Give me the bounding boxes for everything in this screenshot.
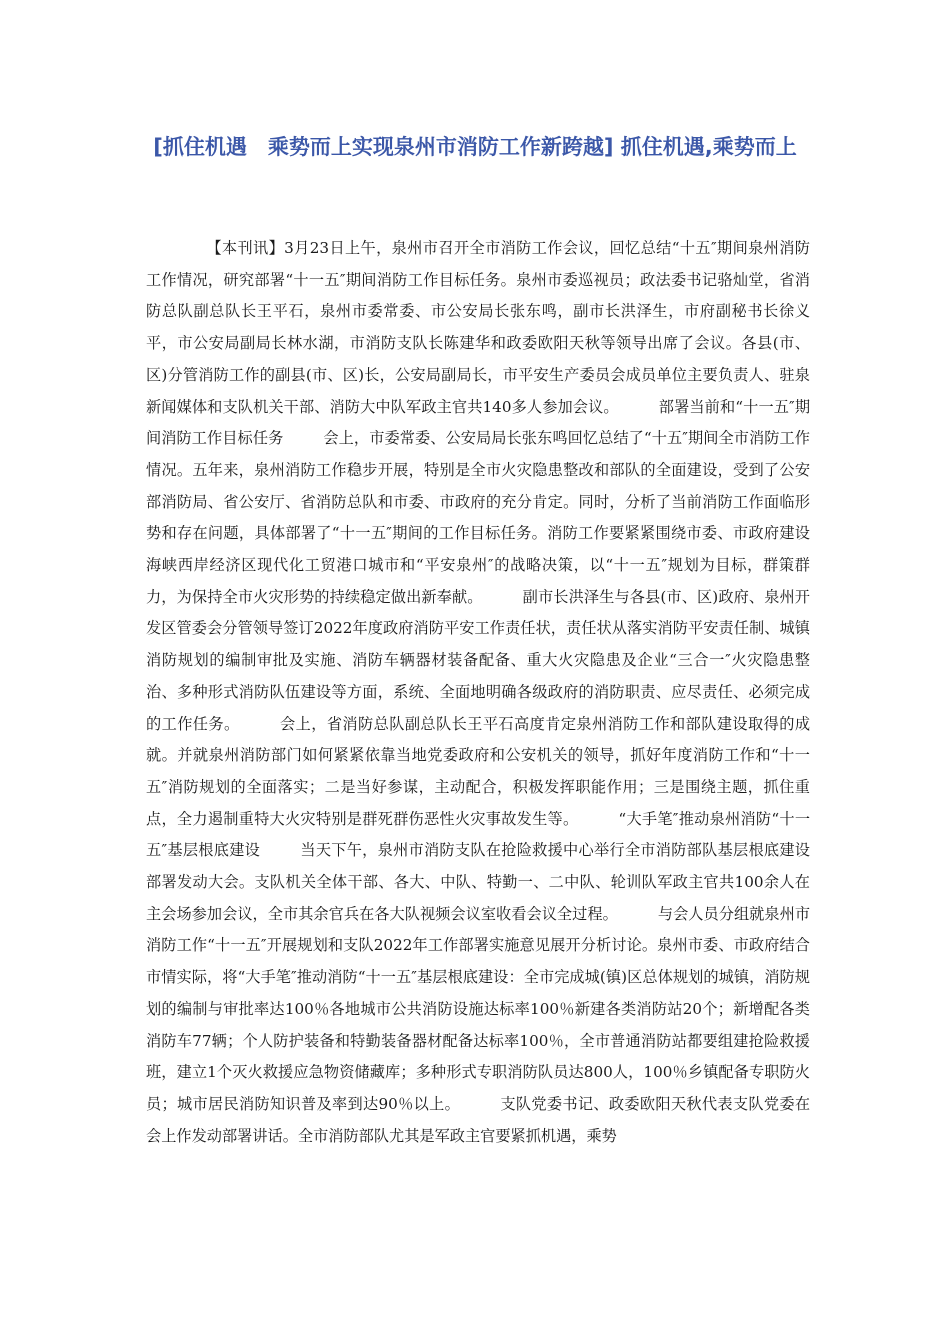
text-segment: 副市长洪泽生与各县(市、区)政府、泉州开发区管委会分管领导签订2022年度政府消防平安工作责任状，责任状从落实消防平安责任制、城镇消防规划的编制审批及实施、消防车辆器材装备配备、重大火灾隐患及企业“三合一″火灾隐患整治、多种形式消防队伍建设等方面，系统、全面地明确各级政府的消防职责、应尽责任、必须完成的工作任务。 xyxy=(146,587,810,733)
section-heading: 部署当前和“十一五″期间消防工作目标任务 xyxy=(146,397,811,448)
section-heading: “大手笔″推动泉州消防“十一五″基层根底建设 xyxy=(146,809,811,860)
text-segment: 支队党委书记、政委欧阳天秋代表支队党委在会上作发动部署讲话。全市消防部队尤其是军政主官要紧抓机遇，乘势 xyxy=(146,1094,811,1145)
text-segment: 会上，市委常委、公安局局长张东鸣回忆总结了“十五″期间全市消防工作情况。五年来，泉州消防工作稳步开展，特别是全市火灾隐患整改和部队的全面建设，受到了公安部消防局、省公安厅、省消防总队和市委、市政府的充分肯定。同时，分析了当前消防工作面临形势和存在问题，具体部署了“十一五″期间的工作目标任务。消防工作要紧紧围绕市委、市政府建设海峡西岸经济区现代化工贸港口城市和“平安泉州″的战略决策，以“十一五″规划为目标，群策群力，为保持全市火灾形势的持续稳定做出新奉献。 xyxy=(146,429,810,606)
text-segment: 【本刊讯】3月23日上午，泉州市召开全市消防工作会议，回忆总结“十五″期间泉州消防工作情况，研究部署“十一五″期间消防工作目标任务。泉州市委巡视员；政法委书记骆灿堂，省消防总队副总队长王平石，泉州市委常委、市公安局长张东鸣，副市长洪泽生，市府副秘书长徐义平，市公安局副局长林水湖，市消防支队长陈建华和政委欧阳天秋等领导出席了会议。各县(市、区)分管消防工作的副县(市、区)长，公安局副局长，市平安生产委员会成员单位主要负责人、驻泉新闻媒体和支队机关干部、消防大中队军政主官共140多人参加会议。 xyxy=(146,239,810,416)
text-segment: 与会人员分组就泉州市消防工作“十一五″开展规划和支队2022年工作部署实施意见展开分析讨论。泉州市委、市政府结合市情实际，将“大手笔″推动消防“十一五″基层根底建设：全市完成城(镇)区总体规划的城镇，消防规划的编制与审批率达100％各地城市公共消防设施达标率100％新建各类消防站20个；新增配各类消防车77辆；个人防护装备和特勤装备器材配备达标率100％，全市普通消防站都要组建抢险救援班，建立1个灭火救援应急物资储藏库；多种形式专职消防队员达800人，100％乡镇配备专职防火员；城市居民消防知识普及率到达90％以上。 xyxy=(146,904,811,1113)
text-segment: 会上，省消防总队副总队长王平石高度肯定泉州消防工作和部队建设取得的成就。并就泉州消防部门如何紧紧依靠当地党委政府和公安机关的领导，抓好年度消防工作和“十一五″消防规划的全面落实；二是当好参谋，主动配合，积极发挥职能作用；三是围绕主题，抓住重点，全力遏制重特大火灾特别是群死群伤恶性火灾事故发生等。 xyxy=(146,714,811,828)
article-body xyxy=(146,233,810,1152)
text-segment: 当天下午，泉州市消防支队在抢险救援中心举行全市消防部队基层根底建设部署发动大会。支队机关全体干部、各大、中队、特勤一、二中队、轮训队军政主官共100余人在主会场参加会议，全市其余官兵在各大队视频会议室收看会议全过程。 xyxy=(146,841,810,923)
document-title: [抓住机遇 乘势而上实现泉州市消防工作新跨越] 抓住机遇,乘势而上 xyxy=(153,135,797,159)
